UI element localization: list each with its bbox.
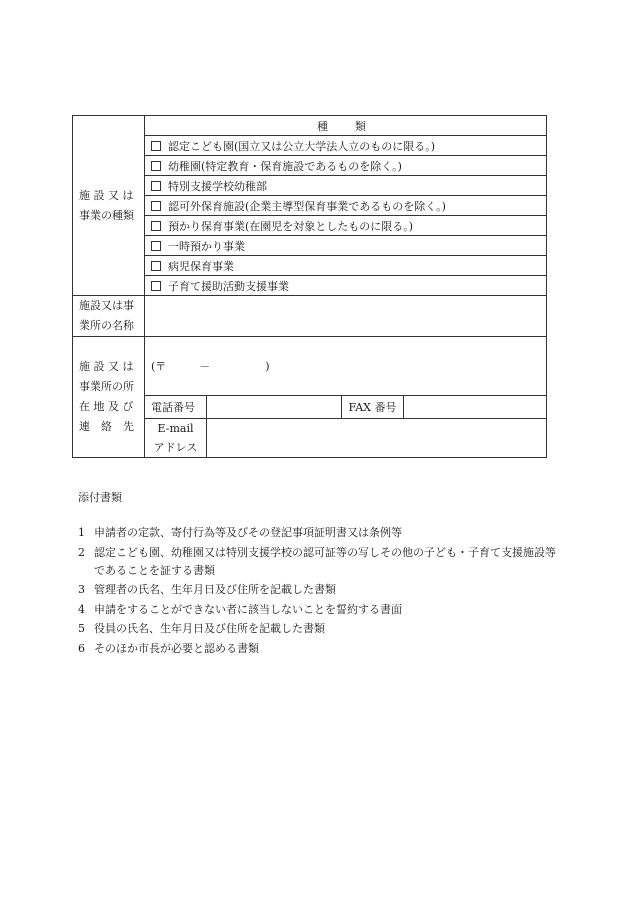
option-youchien[interactable] [145, 156, 547, 176]
phone-field[interactable] [207, 396, 342, 419]
option-extended-care[interactable] [145, 216, 547, 236]
checkbox[interactable] [151, 281, 161, 291]
option-label: 病児保育事業 [168, 259, 234, 273]
attachment-item [78, 601, 558, 619]
checkbox[interactable] [151, 181, 161, 191]
email-label [145, 419, 207, 458]
attachment-item [78, 544, 558, 580]
email-label-line1: E-mail [157, 422, 194, 435]
checkbox[interactable] [151, 221, 161, 231]
facility-name-label-line1: 施設又は事 [79, 299, 134, 312]
facility-name-field[interactable] [145, 296, 547, 337]
address-label-line3: 在 地 及 び [79, 400, 134, 413]
option-label: 特別支援学校幼稚部 [168, 179, 267, 193]
option-label: 一時預かり事業 [168, 239, 245, 253]
phone-row [73, 396, 547, 419]
option-label: 認定こども園(国立又は公立大学法人立のものに限る。) [168, 139, 436, 153]
address-label-line4: 連 絡 先 [79, 420, 134, 433]
address-label-line2: 事業所の所 [79, 380, 134, 393]
attachments-list [78, 524, 558, 659]
fax-field[interactable] [404, 396, 547, 419]
type-header: 種 類 [145, 116, 547, 136]
option-label: 預かり保育事業(在園児を対象としたものに限る。) [168, 219, 414, 233]
attachment-text: そのほか市長が必要と認める書類 [94, 641, 259, 655]
option-temporary-care[interactable] [145, 236, 547, 256]
facility-name-label-line2: 業所の名称 [79, 319, 134, 332]
attachment-number: 3 [78, 583, 85, 596]
attachment-text: 管理者の氏名、生年月日及び住所を記載した書類 [94, 583, 336, 596]
attachment-text: 役員の氏名、生年月日及び住所を記載した書類 [94, 622, 325, 635]
email-row [73, 419, 547, 458]
option-unlicensed-nursery[interactable] [145, 196, 547, 216]
attachment-item [78, 640, 558, 658]
attachment-number: 6 [78, 641, 85, 655]
email-label-line2: アドレス [153, 441, 198, 454]
email-field[interactable] [207, 419, 547, 458]
facility-type-label-line1: 施 設 又 は [79, 188, 134, 202]
option-label: 子育て援助活動支援事業 [168, 279, 289, 293]
facility-name-label [73, 296, 145, 337]
facility-type-label-line2: 事業の種類 [79, 208, 134, 222]
address-field[interactable] [145, 337, 547, 396]
attachment-text: 申請をすることができない者に該当しないことを誓約する書面 [94, 602, 402, 616]
checkbox[interactable] [151, 141, 161, 151]
option-kodomoen[interactable] [145, 136, 547, 156]
facility-type-label [73, 116, 145, 296]
option-label: 認可外保育施設(企業主導型保育事業であるものを除く。) [168, 199, 446, 213]
postal-code-template: (〒 － ) [151, 360, 270, 373]
name-row [73, 296, 547, 337]
address-row [73, 337, 547, 396]
attachment-item [78, 620, 558, 638]
checkbox[interactable] [151, 261, 161, 271]
attachment-text: 認定こども園、幼稚園又は特別支援学校の認可証等の写しその他の子ども・子育て支援施設等であることを証する書類 [94, 545, 556, 577]
facility-form-table [72, 115, 547, 458]
fax-label: FAX 番号 [342, 396, 404, 419]
checkbox[interactable] [151, 161, 161, 171]
option-childcare-support[interactable] [145, 276, 547, 296]
attachment-number: 5 [78, 622, 85, 635]
phone-label: 電話番号 [145, 396, 207, 419]
attachment-number: 4 [78, 602, 85, 616]
attachment-number: 1 [78, 526, 85, 539]
attachments-title: 添付書類 [78, 491, 122, 504]
address-label-line1: 施 設 又 は [79, 360, 134, 373]
checkbox[interactable] [151, 201, 161, 211]
attachment-number: 2 [78, 545, 85, 559]
attachment-item [78, 524, 558, 542]
option-sick-child-care[interactable] [145, 256, 547, 276]
type-header-row [73, 116, 547, 136]
attachment-item [78, 581, 558, 599]
option-special-support[interactable] [145, 176, 547, 196]
address-label [73, 337, 145, 458]
option-label: 幼稚園(特定教育・保育施設であるものを除く。) [168, 159, 402, 173]
attachment-text: 申請者の定款、寄付行為等及びその登記事項証明書又は条例等 [94, 526, 402, 539]
checkbox[interactable] [151, 241, 161, 251]
